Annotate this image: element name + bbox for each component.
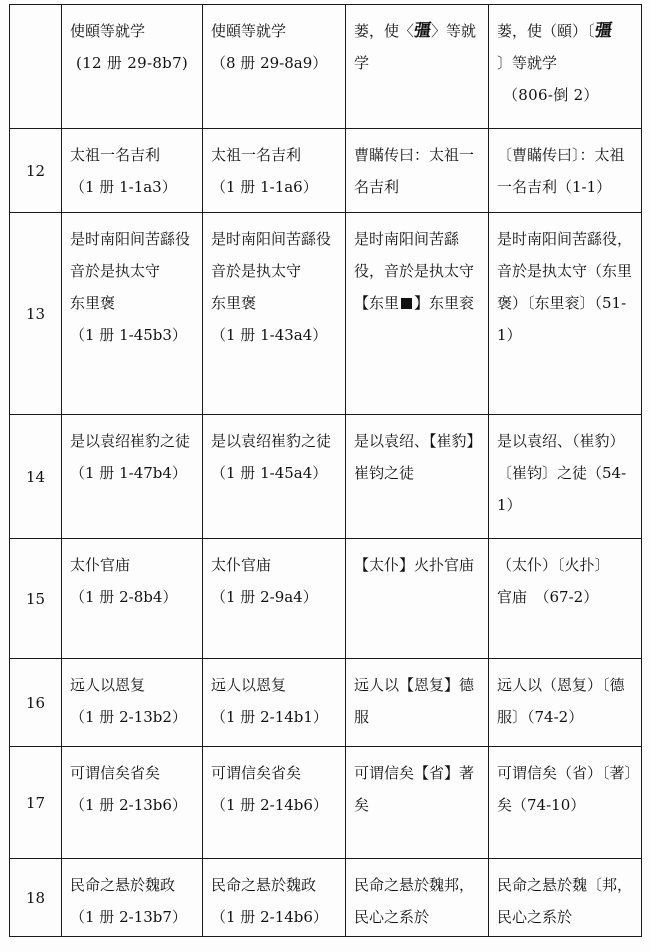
cell: 远人以【恩复】德服 (346, 659, 489, 747)
table-row (10, 129, 642, 213)
header-index-cell (10, 5, 62, 129)
collation-table (9, 4, 642, 937)
cell: 远人以恩复 （1 册 2-14b1） (203, 659, 346, 747)
table-row (10, 539, 642, 659)
cell: 民命之悬於魏政 （1 册 2-13b7） (62, 859, 203, 937)
seal-char: 彊 (593, 21, 613, 41)
header-row (10, 5, 642, 129)
cell: 民命之悬於魏政 （1 册 2-14b6） (203, 859, 346, 937)
cell: 是以袁绍、【崔豹】崔钧之徒 (346, 415, 489, 539)
cell: （太仆）〔火扑〕 官庙 （67-2） (489, 539, 642, 659)
row-number: 15 (10, 539, 62, 659)
row-number: 13 (10, 213, 62, 415)
header-c4-tail: 〕等就学 (497, 54, 558, 72)
cell: 是以袁绍、（崔豹）〔崔钧〕之徒（54-1） (489, 415, 642, 539)
table-row (10, 747, 642, 859)
cell: 是以袁绍崔豹之徒 （1 册 1-47b4） (62, 415, 203, 539)
header-c2-ref: （8 册 29-8a9） (211, 54, 328, 72)
header-cell-1 (62, 5, 203, 129)
cell: 远人以（恩复）〔德服〕（74-2） (489, 659, 642, 747)
cell: 可谓信矣省矣 （1 册 2-13b6） (62, 747, 203, 859)
header-cell-2 (203, 5, 346, 129)
cell: 是时南阳间苦繇役，音於是执太守（东里褒）〔东里衮〕（51-1） (489, 213, 642, 415)
cell: 是时南阳间苦繇役音於是执太守 东里褒 （1 册 1-45b3） (62, 213, 203, 415)
cell: 是时南阳间苦繇役音於是执太守 东里褒 （1 册 1-43a4） (203, 213, 346, 415)
cell: 〔曹瞞传曰〕：太祖一名吉利（1-1） (489, 129, 642, 213)
table-row (10, 859, 642, 937)
row-number: 12 (10, 129, 62, 213)
table-row (10, 213, 642, 415)
table-row (10, 659, 642, 747)
header-cell-4 (489, 5, 642, 129)
header-c1-text: 使頤等就学 (70, 22, 146, 40)
cell: 是以袁绍崔豹之徒 （1 册 1-45a4） (203, 415, 346, 539)
cell: 【太仆】火扑官庙 (346, 539, 489, 659)
header-c2-text: 使頤等就学 (211, 22, 287, 40)
row-number: 17 (10, 747, 62, 859)
seal-char: 彊 (412, 21, 433, 41)
row-number: 16 (10, 659, 62, 747)
cell: 民命之悬於魏邦，民心之系於 (346, 859, 489, 937)
cell: 太祖一名吉利 （1 册 1-1a3） (62, 129, 203, 213)
cell: 太仆官庙 （1 册 2-9a4） (203, 539, 346, 659)
header-c4-ref: （806-倒 2） (503, 86, 599, 104)
cell: 远人以恩复 （1 册 2-13b2） (62, 659, 203, 747)
missing-char-block (401, 298, 412, 309)
header-c4-text: 蒌，使（頤）〔彊 (497, 15, 639, 47)
cell: 可谓信矣（省）〔著〕矣（74-10） (489, 747, 642, 859)
row-number: 14 (10, 415, 62, 539)
header-cell-3 (346, 5, 489, 129)
cell: 太祖一名吉利 （1 册 1-1a6） (203, 129, 346, 213)
row-number: 18 (10, 859, 62, 937)
header-c1-ref: (12 册 29-8b7) (76, 54, 189, 72)
cell: 太仆官庙 （1 册 2-8b4） (62, 539, 203, 659)
cell: 曹瞞传曰：太祖一名吉利 (346, 129, 489, 213)
cell: 民命之悬於魏〔邦，民心之系於 (489, 859, 642, 937)
cell: 可谓信矣省矣 （1 册 2-14b6） (203, 747, 346, 859)
cell: 是时南阳间苦繇役，音於是执太守【东里 】东里衮 (346, 213, 489, 415)
table-row (10, 415, 642, 539)
cell: 可谓信矣【省】著矣 (346, 747, 489, 859)
header-c3-text: 蒌，使〈彊〉等就学 (354, 15, 486, 79)
